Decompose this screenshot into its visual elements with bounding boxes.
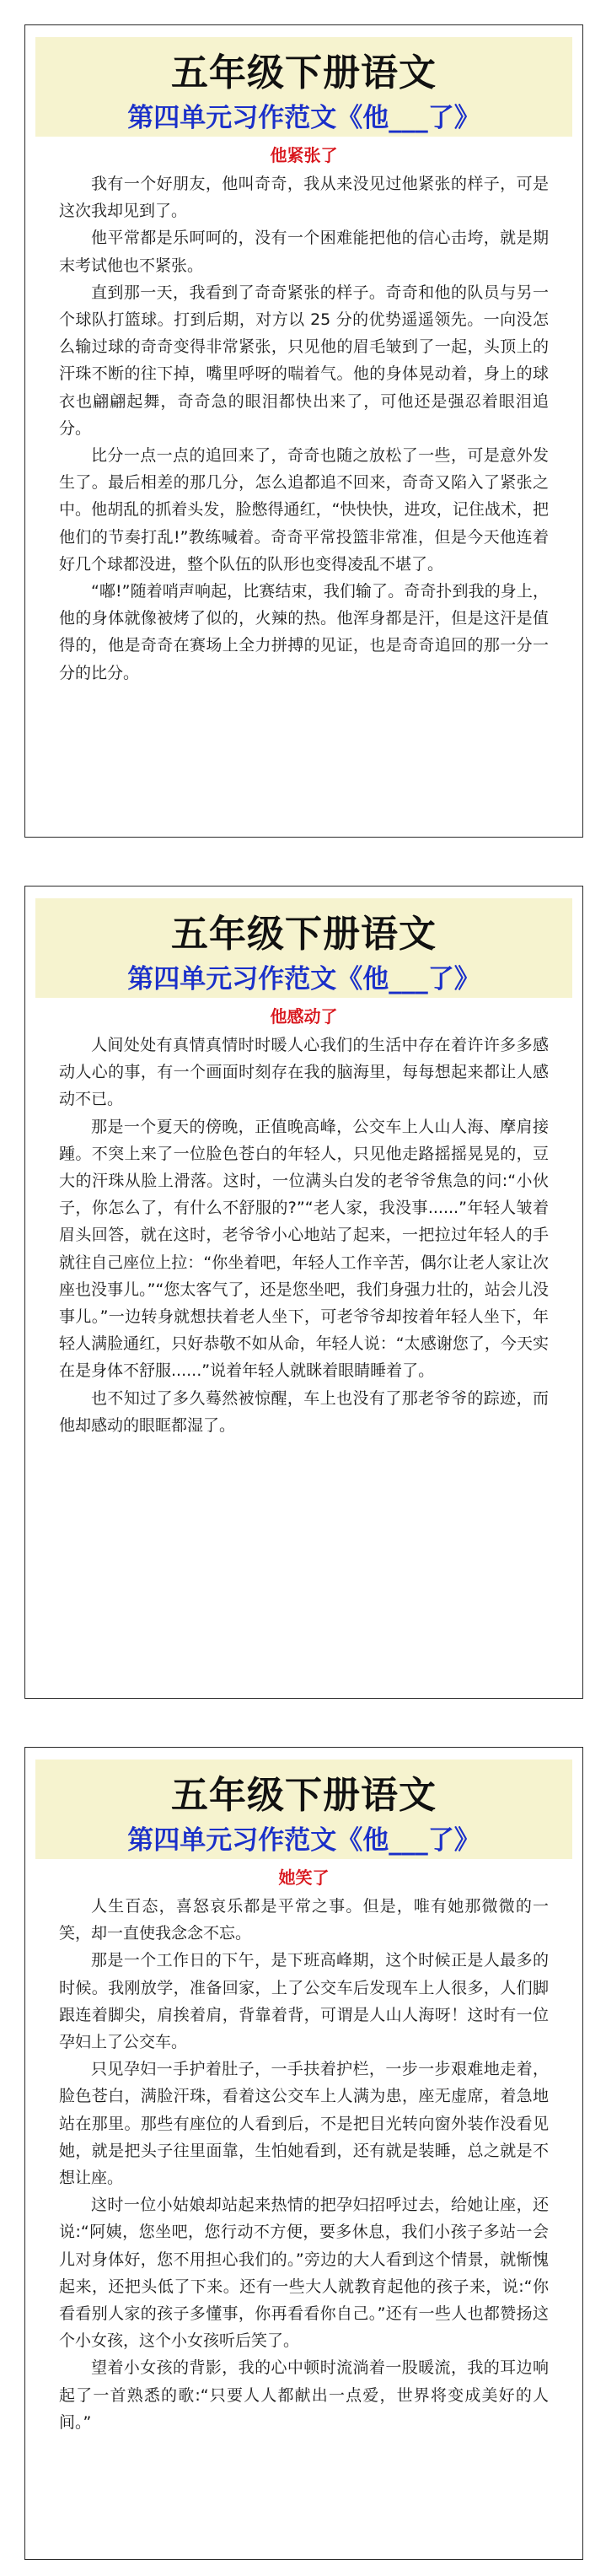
paragraph: 比分一点一点的追回来了，奇奇也随之放松了一些，可是意外发生了。最后相差的那几分，怎么追都追不回来，奇奇又陷入了紧张之中。他胡乱的抓着头发，脸憋得通红，“快快快，进攻，记住战术，把他们的节奏打乱!”教练喊着。奇奇平常投篮非常准，但是今天他连着好几个球都没进，整个队伍的队形也变得凌乱不堪了。 [59, 446, 549, 574]
page-subtitle: 第四单元习作范文《他___了》 [127, 103, 480, 133]
paragraph: 望着小女孩的背影，我的心中顿时流淌着一股暖流，我的耳边响起了一首熟悉的歌:“只要人人都献出一点爱，世界将变成美好的人间。” [59, 2358, 549, 2432]
page-title: 五年级下册语文 [171, 51, 437, 94]
essay-title: 他紧张了 [270, 145, 338, 165]
title-banner [35, 898, 572, 998]
title-banner [35, 37, 572, 137]
paragraph: 只见孕妇一手护着肚子，一手扶着护栏，一步一步艰难地走着，脸色苍白，满脸汗珠，看着这公交车上人满为患，座无虚席，着急地站在那里。那些有座位的人看到后，不是把目光转向窗外装作没看见她，就是把头子往里面靠，生怕她看到，还有就是装睡，总之就是不想让座。 [59, 2060, 549, 2188]
page-subtitle: 第四单元习作范文《他___了》 [127, 1825, 480, 1856]
essay-body [59, 1032, 549, 1439]
paragraph: 这时一位小姑娘却站起来热情的把孕妇招呼过去，给她让座，还说:“阿姨，您坐吧，您行动不方便，要多休息，我们小孩子多站一会儿对身体好，您不用担心我们的。”旁边的大人看到这个情景，就惭愧起来，还把头低了下来。还有一些大人就教育起他的孩子来，说:“你看看别人家的孩子多懂事，你再看看你自己。”还有一些人也都赞扬这个小女孩，这个小女孩听后笑了。 [59, 2196, 549, 2351]
essay-page-3 [24, 1747, 583, 2560]
paragraph: 直到那一天，我看到了奇奇紧张的样子。奇奇和他的队员与另一个球队打篮球。打到后期，对方以 25 分的优势遥遥领先。一向没怎么输过球的奇奇变得非常紧张，只见他的眉毛皱到了一起，头顶上的汗珠不断的往下掉，嘴里呼呀的喘着气。他的身体晃动着，身上的球衣也翩翩起舞，奇奇急的眼泪都快出来了，可他还是强忍着眼泪追分。 [59, 283, 549, 438]
page-subtitle: 第四单元习作范文《他___了》 [127, 964, 480, 994]
essay-body [59, 1893, 549, 2436]
essay-page-2 [24, 886, 583, 1699]
paragraph: 人间处处有真情真情时时暖人心我们的生活中存在着许许多多感动人心的事，有一个画面时刻存在我的脑海里，每每想起来都让人感动不已。 [59, 1036, 549, 1109]
paragraph: 那是一个夏天的傍晚，正值晚高峰，公交车上人山人海、摩肩接踵。不突上来了一位脸色苍白的年轻人，只见他走路摇摇晃晃的，豆大的汗珠从脸上滑落。这时，一位满头白发的老爷爷焦急的问:“小伙子，你怎么了，有什么不舒服的?”“老人家，我没事......”年轻人皱着眉头回答，就在这时，老爷爷小心地站了起来，一把拉过年轻人的手就往自己座位上拉：“你坐着吧，年轻人工作辛苦，偶尔让老人家让次座也没事儿。”“您太客气了，还是您坐吧，我们身强力壮的，站会儿没事儿。”一边转身就想扶着老人坐下，可老爷爷却按着年轻人坐下，年轻人满脸通红，只好恭敬不如从命，年轻人说：“太感谢您了，今天实在是身体不舒服......”说着年轻人就眯着眼睛睡着了。 [59, 1117, 549, 1381]
paragraph: 人生百态，喜怒哀乐都是平常之事。但是，唯有她那微微的一笑，却一直使我念念不忘。 [59, 1897, 549, 1943]
essay-page-1 [24, 24, 583, 838]
title-banner [35, 1760, 572, 1859]
paragraph: 我有一个好朋友，他叫奇奇，我从来没见过他紧张的样子，可是这次我却见到了。 [59, 175, 549, 221]
paragraph: 他平常都是乐呵呵的，没有一个困难能把他的信心击垮，就是期末考试他也不紧张。 [59, 229, 549, 275]
page-title: 五年级下册语文 [171, 913, 437, 956]
essay-body [59, 170, 549, 687]
essay-title: 她笑了 [278, 1867, 330, 1888]
paragraph: 也不知过了多久蓦然被惊醒，车上也没有了那老爷爷的踪迹，而他却感动的眼眶都湿了。 [59, 1388, 549, 1435]
paragraph: “嘟!”随着哨声响起，比赛结束，我们输了。奇奇扑到我的身上，他的身体就像被烤了似的，火辣的热。他浑身都是汗，但是这汗是值得的，他是奇奇在赛场上全力拼搏的见证，也是奇奇追回的那一分一分的比分。 [59, 582, 549, 682]
essay-title: 他感动了 [270, 1006, 338, 1027]
paragraph: 那是一个工作日的下午，是下班高峰期，这个时候正是人最多的时候。我刚放学，准备回家，上了公交车后发现车上人很多，人们脚跟连着脚尖，肩挨着肩，背靠着背，可谓是人山人海呀！这时有一位孕妇上了公交车。 [59, 1951, 549, 2052]
page-title: 五年级下册语文 [171, 1774, 437, 1817]
